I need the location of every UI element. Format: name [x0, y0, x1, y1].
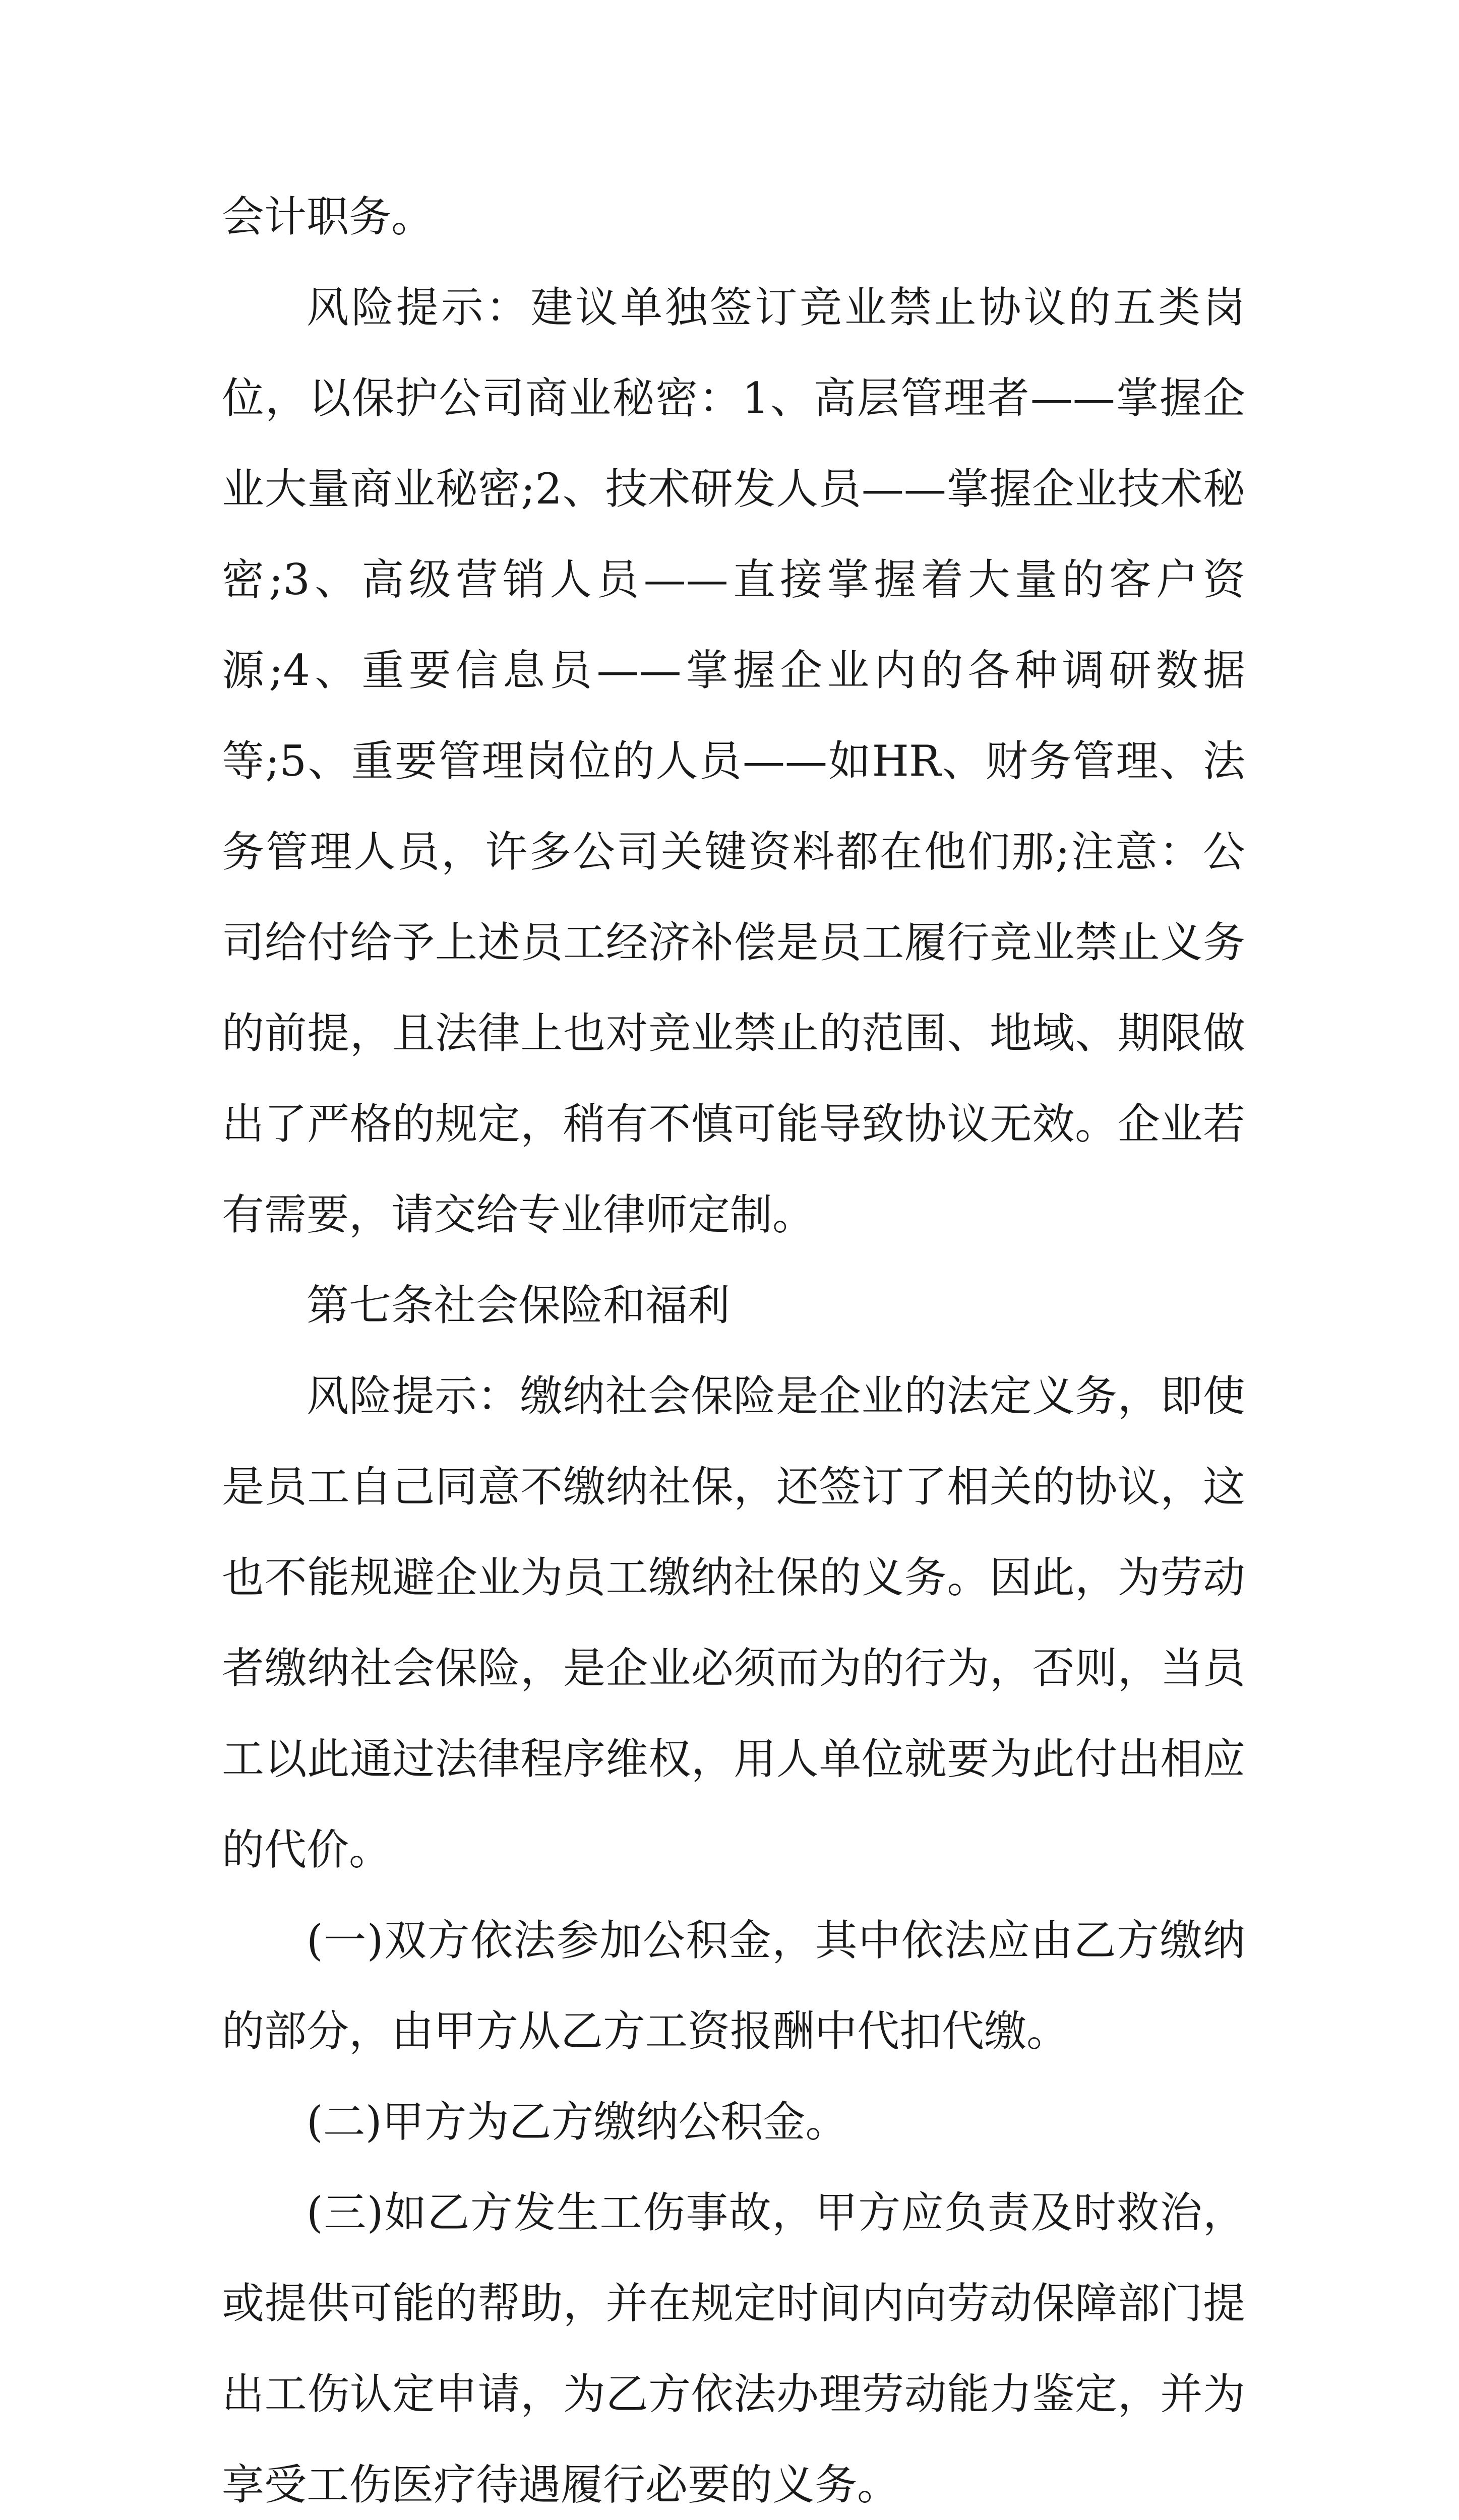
paragraph-clause-2: (二)甲方为乙方缴纳公积金。 — [307, 2097, 848, 2147]
paragraph-clause-3: (三)如乙方发生工伤事故，甲方应负责及时救治，或提供可能的帮助，并在规定时间内向劳动保障部门提出工伤认定申请，为乙方依法办理劳动能力鉴定，并为享受工伤医疗待遇履行必要的义务。 — [222, 2188, 1245, 2509]
section-heading-article-7: 第七条社会保险和福利 — [307, 1281, 731, 1330]
document-body — [222, 171, 1245, 2520]
paragraph-continuation: 会计职务。 — [222, 192, 434, 241]
paragraph-risk-social-insurance: 风险提示：缴纳社会保险是企业的法定义务，即使是员工自己同意不缴纳社保，还签订了相关的协议，这也不能规避企业为员工缴纳社保的义务。因此，为劳动者缴纳社会保险，是企业必须而为的行为，否则，当员工以此通过法律程序维权，用人单位就要为此付出相应的代价。 — [222, 1371, 1245, 1874]
paragraph-risk-non-compete: 风险提示：建议单独签订竞业禁止协议的五类岗位，以保护公司商业秘密：1、高层管理者——掌握企业大量商业秘密;2、技术研发人员——掌握企业技术秘密;3、高级营销人员——直接掌握着大量的客户资源;4、重要信息员——掌握企业内的各种调研数据等;5、重要管理岗位的人员——如HR、财务管理、法务管理人员，许多公司关键资料都在他们那;注意：公司给付给予上述员工经济补偿是员工履行竞业禁止义务的前提，且法律上也对竞业禁止的范围、地域、期限做出了严格的规定，稍有不慎可能导致协议无效。企业若有需要，请交给专业律师定制。 — [222, 283, 1245, 1239]
paragraph-clause-1: (一)双方依法参加公积金，其中依法应由乙方缴纳的部分，由甲方从乙方工资报酬中代扣代缴。 — [222, 1916, 1245, 2056]
